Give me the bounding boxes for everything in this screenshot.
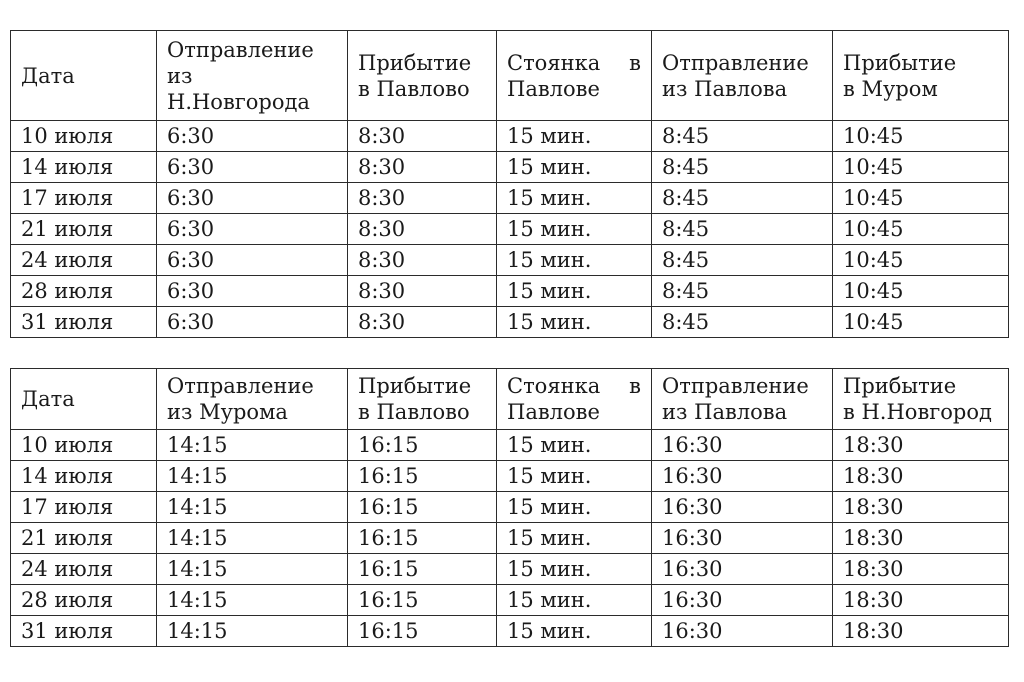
cell-departure: 6:30 [157,214,348,245]
cell-arrival-final: 18:30 [833,461,1009,492]
header-stop-pavlovo: Стоянка в Павлове [497,369,652,430]
cell-date: 28 июля [11,276,157,307]
cell-departure: 14:15 [157,616,348,647]
cell-stop: 15 мин. [497,461,652,492]
header-departure-nnovgorod: Отправление из Н.Новгорода [157,31,348,121]
cell-departure-pavlovo: 8:45 [652,183,833,214]
cell-departure-pavlovo: 16:30 [652,461,833,492]
table-header-row [11,31,1009,121]
cell-departure: 6:30 [157,245,348,276]
table-row [11,152,1009,183]
cell-departure-pavlovo: 8:45 [652,245,833,276]
header-date: Дата [11,369,157,430]
table-row [11,554,1009,585]
cell-departure: 14:15 [157,492,348,523]
cell-stop: 15 мин. [497,585,652,616]
cell-date: 14 июля [11,152,157,183]
cell-arrival-pavlovo: 8:30 [348,183,497,214]
cell-date: 17 июля [11,492,157,523]
table-row [11,585,1009,616]
header-date: Дата [11,31,157,121]
cell-departure: 6:30 [157,183,348,214]
cell-date: 28 июля [11,585,157,616]
cell-departure-pavlovo: 8:45 [652,121,833,152]
cell-arrival-final: 18:30 [833,554,1009,585]
table-row [11,307,1009,338]
cell-departure: 6:30 [157,307,348,338]
cell-departure-pavlovo: 8:45 [652,307,833,338]
cell-arrival-pavlovo: 16:15 [348,554,497,585]
header-departure-murom: Отправление из Мурома [157,369,348,430]
cell-departure-pavlovo: 8:45 [652,276,833,307]
cell-arrival-pavlovo: 16:15 [348,430,497,461]
cell-date: 10 июля [11,121,157,152]
cell-departure-pavlovo: 16:30 [652,523,833,554]
cell-arrival-final: 18:30 [833,430,1009,461]
table-row [11,121,1009,152]
cell-departure: 14:15 [157,461,348,492]
cell-date: 24 июля [11,554,157,585]
cell-date: 21 июля [11,523,157,554]
cell-stop: 15 мин. [497,430,652,461]
cell-arrival-pavlovo: 8:30 [348,245,497,276]
cell-departure: 6:30 [157,152,348,183]
header-departure-pavlovo: Отправление из Павлова [652,369,833,430]
cell-date: 21 июля [11,214,157,245]
cell-stop: 15 мин. [497,121,652,152]
table-row [11,523,1009,554]
table-row [11,616,1009,647]
cell-arrival-pavlovo: 8:30 [348,307,497,338]
header-arrival-murom: Прибытие в Муром [833,31,1009,121]
cell-arrival-pavlovo: 8:30 [348,214,497,245]
outbound-rows [11,121,1009,338]
return-schedule-table [10,368,1009,647]
table-row [11,276,1009,307]
header-stop-pavlovo: Стоянка в Павлове [497,31,652,121]
cell-departure-pavlovo: 16:30 [652,616,833,647]
cell-arrival-final: 10:45 [833,214,1009,245]
cell-date: 10 июля [11,430,157,461]
cell-stop: 15 мин. [497,492,652,523]
cell-arrival-final: 18:30 [833,616,1009,647]
cell-date: 31 июля [11,616,157,647]
cell-stop: 15 мин. [497,616,652,647]
table-row [11,183,1009,214]
cell-departure-pavlovo: 8:45 [652,214,833,245]
table-row [11,214,1009,245]
return-rows [11,430,1009,647]
cell-arrival-pavlovo: 16:15 [348,461,497,492]
cell-departure-pavlovo: 16:30 [652,430,833,461]
cell-stop: 15 мин. [497,554,652,585]
cell-arrival-final: 10:45 [833,121,1009,152]
cell-departure-pavlovo: 16:30 [652,585,833,616]
table-header-row [11,369,1009,430]
table-row [11,461,1009,492]
cell-arrival-final: 10:45 [833,245,1009,276]
table-row [11,245,1009,276]
cell-departure-pavlovo: 8:45 [652,152,833,183]
cell-stop: 15 мин. [497,183,652,214]
table-row [11,492,1009,523]
cell-departure-pavlovo: 16:30 [652,554,833,585]
cell-arrival-pavlovo: 16:15 [348,616,497,647]
cell-arrival-pavlovo: 8:30 [348,121,497,152]
outbound-schedule-table [10,30,1009,338]
cell-stop: 15 мин. [497,214,652,245]
cell-date: 14 июля [11,461,157,492]
header-arrival-nnovgorod: Прибытие в Н.Новгород [833,369,1009,430]
cell-date: 17 июля [11,183,157,214]
cell-departure: 6:30 [157,276,348,307]
cell-departure: 14:15 [157,430,348,461]
cell-arrival-pavlovo: 16:15 [348,585,497,616]
table-row [11,430,1009,461]
cell-departure: 14:15 [157,523,348,554]
cell-stop: 15 мин. [497,307,652,338]
cell-stop: 15 мин. [497,276,652,307]
cell-stop: 15 мин. [497,523,652,554]
cell-date: 24 июля [11,245,157,276]
cell-stop: 15 мин. [497,245,652,276]
header-arrival-pavlovo: Прибытие в Павлово [348,369,497,430]
cell-arrival-pavlovo: 8:30 [348,152,497,183]
cell-departure: 14:15 [157,554,348,585]
cell-arrival-pavlovo: 16:15 [348,523,497,554]
cell-arrival-final: 18:30 [833,585,1009,616]
cell-arrival-pavlovo: 8:30 [348,276,497,307]
cell-departure-pavlovo: 16:30 [652,492,833,523]
cell-arrival-final: 10:45 [833,152,1009,183]
cell-arrival-final: 18:30 [833,523,1009,554]
cell-arrival-final: 10:45 [833,276,1009,307]
cell-departure: 6:30 [157,121,348,152]
header-departure-pavlovo: Отправление из Павлова [652,31,833,121]
cell-departure: 14:15 [157,585,348,616]
cell-arrival-final: 10:45 [833,183,1009,214]
header-arrival-pavlovo: Прибытие в Павлово [348,31,497,121]
cell-date: 31 июля [11,307,157,338]
cell-arrival-pavlovo: 16:15 [348,492,497,523]
cell-arrival-final: 18:30 [833,492,1009,523]
cell-arrival-final: 10:45 [833,307,1009,338]
cell-stop: 15 мин. [497,152,652,183]
